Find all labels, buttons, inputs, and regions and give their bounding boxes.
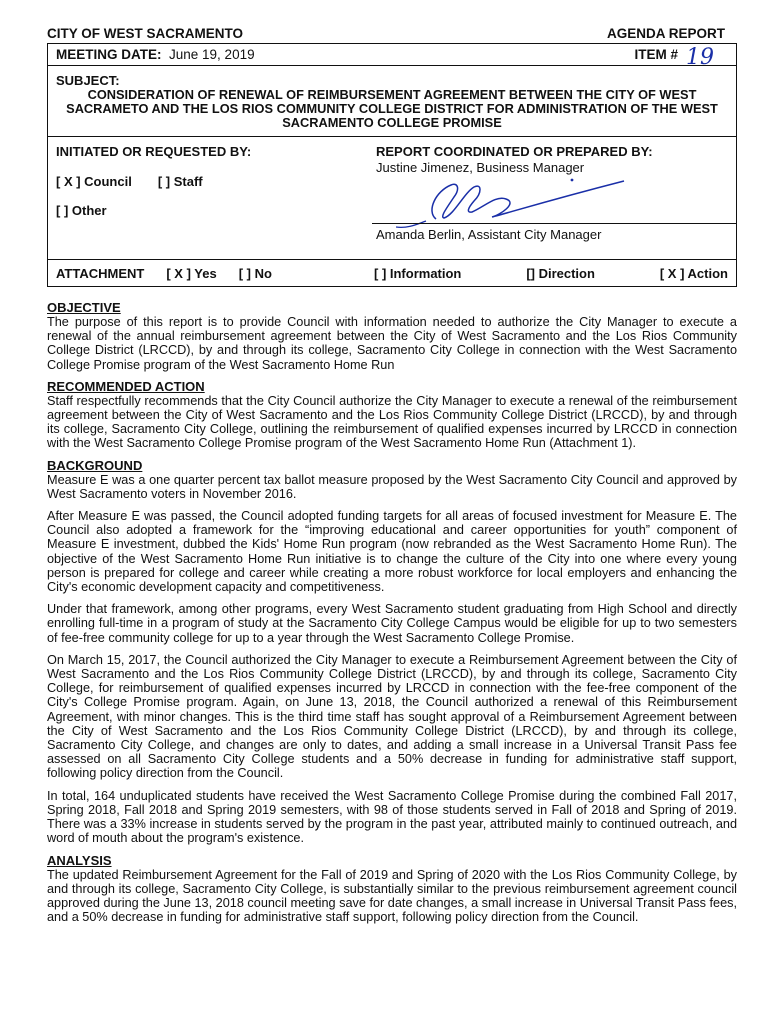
- information-checkbox: [ ] Information: [374, 265, 462, 281]
- report-body: [47, 301, 737, 924]
- meeting-date-value: June 19, 2019: [169, 47, 255, 62]
- council-checkbox: [ X ] Council: [56, 174, 132, 189]
- analysis-heading: ANALYSIS: [47, 852, 112, 868]
- recommended-paragraph: Staff respectfully recommends that the City Council authorize the City Manager to execute a renewal of the reimbursement agreement between the City of West Sacramento and the Los Rios Community College District (LRCCD), by and through its college, Sacramento City College, outlining the reimbursement of qualified expenses incurred by LRCCD in connection with the West Sacramento College Promise program of the West Sacramento Home Run (Attachment 1).: [47, 393, 737, 451]
- signature-line: [372, 223, 736, 224]
- background-section: [47, 459, 737, 846]
- attachment-no: [ ] No: [238, 265, 272, 281]
- meeting-row: [48, 44, 736, 70]
- staff-checkbox: [ ] Staff: [157, 174, 203, 189]
- coordinated-label: REPORT COORDINATED OR PREPARED BY:: [376, 144, 653, 159]
- signer-name: Amanda Berlin, Assistant City Manager: [376, 227, 602, 242]
- recommended-heading: RECOMMENDED ACTION: [47, 378, 205, 394]
- request-block: [48, 137, 736, 260]
- analysis-paragraph: The updated Reimbursement Agreement for the Fall of 2019 and Spring of 2020 with the Los Rios Community College, by and through its college, Sacramento City College, is substantially similar to the previous reimbursement agreement council approved during the June 13, 2018 council meeting save for date changes, a small increase in Universal Transit Pass fees, and a 50% decrease in funding for administrative staff support, following policy direction from the Council.: [47, 867, 737, 925]
- attachment-label: ATTACHMENT: [56, 265, 145, 281]
- background-paragraph-4: On March 15, 2017, the Council authorized the City Manager to execute a Reimbursement Agreement between the City of West Sacramento and the Los Rios Community College District (LRCCD), by and through its college, Sacramento City College, for reimbursement of qualified expenses incurred by LRCCD in connection with the fee-free component of the City's College Promise program. Again, on June 13, 2018, the Council authorized a renewal of this Reimbursement Agreement, with minor changes. This is the third time staff has sought approval of a Reimbursement Agreement between the City of West Sacramento and the Los Rios Community College District (LRCCD), by and through its college, Sacramento City College, and changes are only to dates, and adding a small increase in a Universal Transit Pass fee assessed on all Sacramento City College students and a 50% decrease in funding for administrative staff support, following policy direction from the Council.: [47, 652, 737, 781]
- subject-label: SUBJECT:: [56, 73, 120, 88]
- action-checkbox: [ X ] Action: [659, 265, 728, 281]
- objective-paragraph: The purpose of this report is to provide Council with information needed to authorize the City Manager to execute a renewal of the annual reimbursement agreement between the City of West Sacramento and the Los Rios Community College District (LRCCD), by and through its college, Sacramento City College in connection with the West Sacramento College Promise program of the West Sacramento Home Run: [47, 315, 737, 372]
- item-number: [634, 44, 728, 70]
- attachment-yes: [ X ] Yes: [166, 265, 217, 281]
- action-options: [374, 266, 728, 281]
- recommended-action-section: [47, 380, 737, 451]
- direction-checkbox: [] Direction: [526, 265, 595, 281]
- attachment-row: [48, 260, 736, 286]
- subject-block: [48, 66, 736, 137]
- background-paragraph-3: Under that framework, among other programs, every West Sacramento student graduating from High School and directly enrolling full-time in a program of study at the Sacramento City College Campus would be eligible for up to two semesters of fee-free community college for up to a year through the West Sacramento College Promise.: [47, 602, 737, 645]
- attachment-options: [56, 266, 374, 281]
- item-label: ITEM #: [634, 47, 678, 62]
- subject-text: CONSIDERATION OF RENEWAL OF REIMBURSEMENT AGREEMENT BETWEEN THE CITY OF WEST SACRAMETO AND THE LOS RIOS COMMUNITY COLLEGE DISTRICT FOR ADMINISTRATION OF THE WEST SACRAMENTO COLLEGE PROMISE: [66, 87, 718, 130]
- objective-heading: OBJECTIVE: [47, 300, 121, 315]
- preparer-name: Justine Jimenez, Business Manager: [376, 160, 585, 175]
- meeting-date: [56, 47, 255, 62]
- report-info-box: [47, 44, 737, 287]
- background-paragraph-1: Measure E was a one quarter percent tax ballot measure proposed by the West Sacramento City Council and approved by West Sacramento voters in November 2016.: [47, 472, 737, 501]
- analysis-section: [47, 854, 737, 925]
- meeting-date-label: MEETING DATE:: [56, 47, 162, 62]
- agenda-report-page: [47, 26, 737, 932]
- coordinated-by: [374, 137, 736, 259]
- background-paragraph-5: In total, 164 unduplicated students have received the West Sacramento College Promise during the combined Fall 2017, Spring 2018, Fall 2018 and Spring 2019 semesters, with 98 of those students served in Fall of 2018 and Spring of 2019. There was a 33% increase in students served by the program in the past year, attributed mainly to continued outreach, and word of mouth about the program's existence.: [47, 788, 737, 846]
- report-header: [47, 26, 737, 44]
- initiated-label: INITIATED OR REQUESTED BY:: [56, 144, 252, 159]
- initiated-by: [48, 137, 374, 259]
- report-type: AGENDA REPORT: [606, 26, 725, 41]
- handwritten-item-number: 19: [686, 44, 714, 70]
- background-heading: BACKGROUND: [47, 457, 143, 473]
- background-paragraph-2: After Measure E was passed, the Council adopted funding targets for all areas of focused investment for Measure E. The Council also adopted a framework for the “improving educational and career opportunities for youth” component of Measure E investment, dubbed the Kids' Home Run program (now rebranded as the West Sacramento Home Run). The objective of the West Sacramento Home Run initiative is to change the culture of the City into one where every young person is prepared for college and career while creating a more robust workforce for local employers and enhancing the City's economic development capacity and competitiveness.: [47, 509, 737, 595]
- other-checkbox: [ ] Other: [56, 203, 107, 218]
- objective-section: [47, 301, 737, 372]
- initiated-options: [56, 174, 366, 189]
- city-name: CITY OF WEST SACRAMENTO: [47, 26, 244, 41]
